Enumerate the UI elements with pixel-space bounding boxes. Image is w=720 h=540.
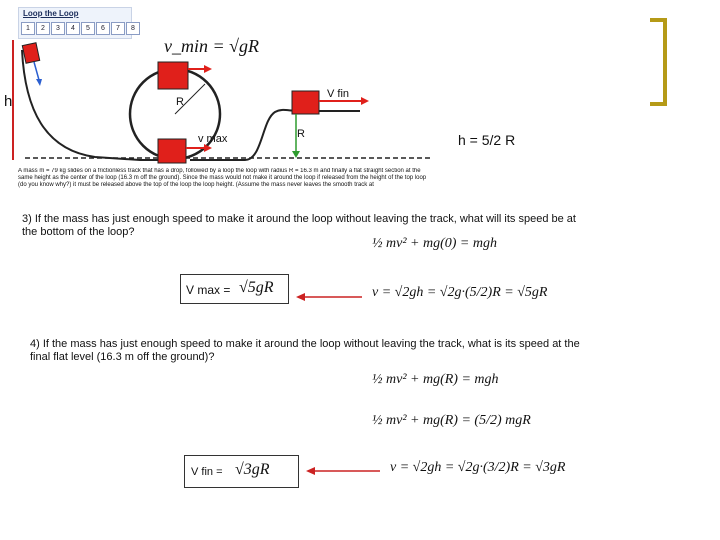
- q3-answer-value: √5gR: [239, 279, 274, 296]
- q3-answer-box: [180, 274, 289, 304]
- block-bottom: [158, 139, 186, 163]
- block-top: [158, 62, 188, 89]
- question-3: 3) If the mass has just enough speed to make it around the loop without leaving the track, what will its speed be at the bottom of the loop?: [22, 213, 576, 238]
- label-r-right: R: [297, 128, 305, 140]
- q4-answer-box: [184, 455, 299, 488]
- q4-energy-equation-2: ½ mv² + mg(R) = (5/2) mgR: [372, 413, 531, 428]
- block-start: [22, 43, 39, 64]
- problem-text: A mass m = 79 kg slides on a frictionless track that has a drop, followed by a loop the loop with radius R = 16.3 m and finally a flat straight section at the same height as the center of the loop (16.3 m off the ground). Since the mass would not make it around the loop if released from the height of the top loop (do you know why?) it must be released above the top of the loop the loop height. (Assume the mass never leaves the smooth track at: [18, 168, 427, 188]
- drop-track: [22, 50, 160, 160]
- q3-answer-label: V max =: [186, 283, 231, 297]
- label-r-loop: R: [176, 96, 184, 108]
- tab-4[interactable]: 4: [66, 22, 80, 35]
- label-vfin: V fin: [327, 88, 350, 100]
- tab-8[interactable]: 8: [126, 22, 140, 35]
- label-vmax: v max: [198, 133, 228, 145]
- q4-pointer-arrow: [306, 464, 382, 478]
- height-relation: h = 5/2 R: [458, 132, 516, 148]
- block-final: [292, 91, 319, 114]
- vmin-formula: v_min = √gR: [164, 36, 260, 56]
- q4-answer-value: √3gR: [235, 461, 270, 478]
- slide-bracket: [650, 20, 665, 104]
- q4-solution: v = √2gh = √2g·(3/2)R = √3gR: [390, 460, 566, 475]
- q3-solution: v = √2gh = √2g·(5/2)R = √5gR: [372, 285, 548, 300]
- question-4: 4) If the mass has just enough speed to make it around the loop without leaving the track, what is its speed at the final flat level (16.3 m off the ground)?: [30, 338, 580, 363]
- q4-energy-equation-1: ½ mv² + mg(R) = mgh: [372, 372, 499, 387]
- q3-pointer-arrow: [296, 290, 364, 304]
- tab-3[interactable]: 3: [51, 22, 65, 35]
- tab-1[interactable]: 1: [21, 22, 35, 35]
- tab-6[interactable]: 6: [96, 22, 110, 35]
- tab-2[interactable]: 2: [36, 22, 50, 35]
- tab-7[interactable]: 7: [111, 22, 125, 35]
- q4-answer-label: V fin =: [191, 466, 223, 478]
- tab-strip-title: Loop the Loop: [23, 9, 79, 18]
- tab-5[interactable]: 5: [81, 22, 95, 35]
- label-h: h: [4, 93, 13, 110]
- start-velocity-arrow: [34, 62, 39, 80]
- q3-energy-equation: ½ mv² + mg(0) = mgh: [372, 236, 497, 251]
